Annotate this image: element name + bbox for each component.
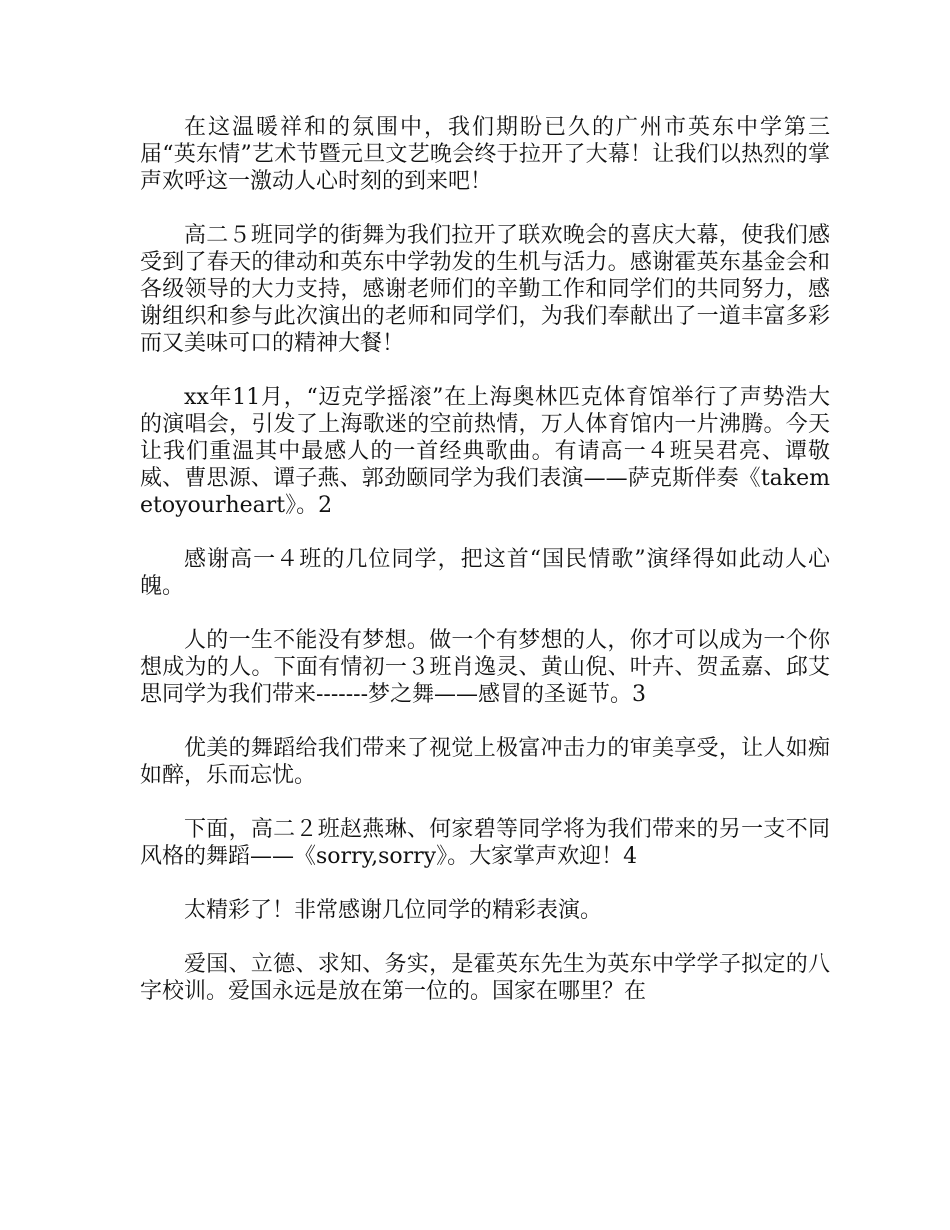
- paragraph-sorry-dance: 下面，高二２班赵燕琳、何家碧等同学将为我们带来的另一支不同风格的舞蹈——《sorry,sorry》。大家掌声欢迎！4: [140, 817, 830, 869]
- paragraph-school-motto: 爱国、立德、求知、务实，是霍英东先生为英东中学学子拟定的八字校训。爱国永远是放在第一位的。国家在哪里？在: [140, 952, 830, 1004]
- paragraph-thanks-class: 感谢高一４班的几位同学，把这首“国民情歌”演绎得如此动人心魄。: [140, 547, 830, 599]
- paragraph-dream-dance: 人的一生不能没有梦想。做一个有梦想的人，你才可以成为一个你想成为的人。下面有情初一３班肖逸灵、黄山倪、叶卉、贺孟嘉、邱艾思同学为我们带来-------梦之舞——感冒的圣诞节。3: [140, 628, 830, 707]
- paragraph-opening: 在这温暖祥和的氛围中，我们期盼已久的广州市英东中学第三届“英东情”艺术节暨元旦文艺晚会终于拉开了大幕！让我们以热烈的掌声欢呼这一激动人心时刻的到来吧！: [140, 115, 830, 194]
- paragraph-saxophone: xx年11月，“迈克学摇滚”在上海奥林匹克体育馆举行了声势浩大的演唱会，引发了上海歌迷的空前热情，万人体育馆内一片沸腾。今天让我们重温其中最感人的一首经典歌曲。有请高一４班吴君亮、谭敬威、曹思源、谭子燕、郭劲颐同学为我们表演——萨克斯伴奏《takemetoyourheart》。2: [140, 385, 830, 518]
- paragraph-wonderful: 太精彩了！非常感谢几位同学的精彩表演。: [184, 898, 603, 923]
- document-page: [140, 114, 830, 1032]
- paragraph-dance-praise: 优美的舞蹈给我们带来了视觉上极富冲击力的审美享受，让人如痴如醉，乐而忘忧。: [140, 736, 830, 788]
- paragraph-street-dance: 高二５班同学的街舞为我们拉开了联欢晚会的喜庆大幕，使我们感受到了春天的律动和英东中学勃发的生机与活力。感谢霍英东基金会和各级领导的大力支持，感谢老师们的辛勤工作和同学们的共同努力，感谢组织和参与此次演出的老师和同学们，为我们奉献出了一道丰富多彩而又美味可口的精神大餐！: [140, 223, 830, 356]
